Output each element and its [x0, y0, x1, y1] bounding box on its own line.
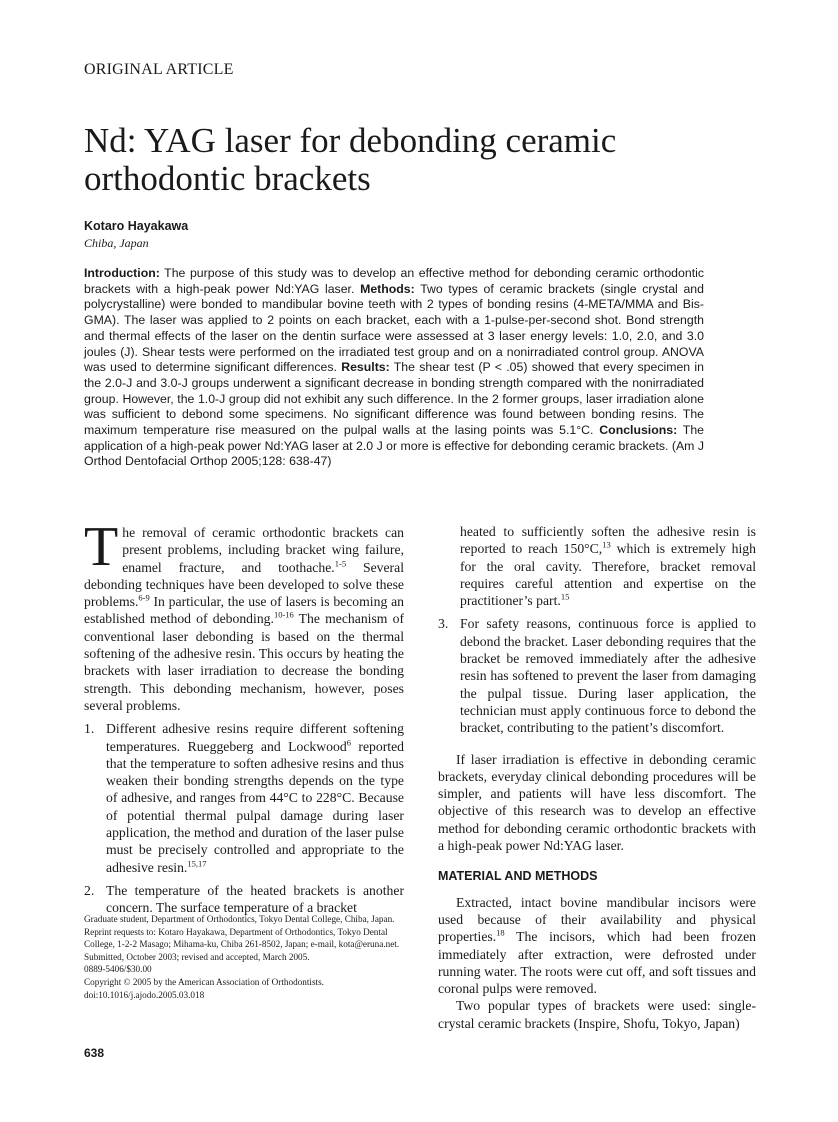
citation[interactable]: 18 [496, 927, 505, 938]
body-column-left [84, 516, 404, 917]
intro-text-a: he removal of ceramic orthodontic brackets can present problems, including bracket wing failure, enamel fracture, and toothache. [122, 525, 404, 575]
citation[interactable]: 13 [602, 539, 611, 550]
abstract-methods-label: Methods: [360, 281, 415, 296]
problem-list-continued [438, 615, 756, 736]
footnote: Graduate student, Department of Orthodontics, Tokyo Dental College, Chiba, Japan. [84, 914, 395, 924]
footnote: Copyright © 2005 by the American Association of Orthodontists. [84, 976, 324, 987]
citation[interactable]: 15 [560, 591, 570, 602]
list-item-continued [438, 523, 756, 609]
list-number: 2. [84, 882, 95, 898]
methods-paragraph-2: Two popular types of brackets were used: single-crystal ceramic brackets (Inspire, Shofu, Tokyo, Japan) [438, 998, 756, 1031]
citation[interactable]: 6-9 [138, 592, 150, 603]
citation[interactable]: 6 [346, 737, 351, 747]
list-text: Different adhesive resins require different softening temperatures. Rueggeberg and Lockwood [106, 721, 404, 754]
section-label: ORIGINAL ARTICLE [84, 61, 234, 78]
list-text: reported that the temperature to soften adhesive resins and thus weaken their bonding strengths depends on the type of adhesive, and ranges from 44°C to 228°C. Because of potential thermal pulpal damage during laser application, the method and duration of the laser pulse must be precisely controlled and appropriate to the adhesive resin. [106, 738, 404, 875]
abstract-methods-text: Two types of ceramic brackets (single crystal and polycrystalline) were bonded to mandibular bovine teeth with 2 types of bonding resins (4-META/MMA and Bis-GMA). The laser was applied to 2 points on each bracket, each with a 1-pulse-per-second shot. Bond strength and thermal effects of the laser on the dentin surface were assessed at 3 laser energy levels: 1.0, 2.0, and 3.0 joules (J). Shear tests were performed on the irradiated test group and on a nonirradiated control group. ANOVA was used to determine significant differences. [84, 281, 704, 375]
abstract-results-text: The shear test (P < .05) showed that every specimen in the 2.0-J and 3.0-J groups underwent a significant decrease in bonding strength compared with the nonirradiated group. However, the 1.0-J group did not exhibit any such difference. In the 2 former groups, laser irradiation alone was sufficient to debond some specimens. No significant difference was found between bonding resins. The maximum temperature rise measured on the pulpal walls at the lasing points was 5.1°C. [84, 360, 704, 438]
abstract-intro-label: Introduction: [84, 266, 160, 280]
citation[interactable]: 10-16 [273, 609, 294, 620]
footnote: doi:10.1016/j.ajodo.2005.03.018 [84, 989, 205, 1000]
list-text: For safety reasons, continuous force is applied to debond the bracket. Laser debonding requires that the bracket be removed immediately after the adhesive resin has softened to prevent the laser from damaging the pulpal tissue. During laser application, the technician must apply continuous force to debond the bracket, contributing to the patient’s discomfort. [460, 616, 756, 736]
abstract-conclusions-label: Conclusions: [599, 423, 678, 438]
author-affiliation: Chiba, Japan [84, 236, 149, 250]
abstract-conclusions-text: The application of a high-peak power Nd:YAG laser at 2.0 J or more is effective for debonding ceramic brackets. (Am J Orthod Dentofacial Orthop 2005;128: 638-47) [84, 423, 704, 469]
author-name: Kotaro Hayakawa [84, 219, 189, 233]
abstract-results-label: Results: [341, 360, 390, 375]
list-number: 1. [84, 721, 95, 737]
citation[interactable]: 15,17 [187, 858, 207, 869]
section-heading-methods: MATERIAL AND METHODS [438, 869, 598, 884]
intro-paragraph [84, 516, 404, 714]
intro-text-d: The mechanism of conventional laser debonding is based on the thermal softening of the adhesive resin. This occurs by heating the brackets with laser irradiation to decrease the bonding strength. This debonding mechanism, however, poses several problems. [84, 611, 404, 713]
abstract-intro-text: The purpose of this study was to develop an effective method for debonding ceramic orthodontic brackets with a high-peak power Nd:YAG laser. [84, 266, 704, 296]
list-item [438, 615, 756, 736]
footnote: Submitted, October 2003; revised and accepted, March 2005. [84, 951, 310, 962]
intro-text-c: In particular, the use of lasers is becoming an established method of debonding. [84, 594, 404, 627]
problem-list [84, 720, 404, 916]
abstract [84, 266, 704, 470]
list-number: 3. [438, 616, 449, 632]
footnote: 0889-5406/$30.00 [84, 964, 152, 975]
footnote: Reprint requests to: Kotaro Hayakawa, Department of Orthodontics, Tokyo Dental College, 1-2-2 Masago; Mihama-ku, Chiba 261-8502, Japan; e-mail, kota@eruna.net. [84, 926, 400, 950]
drop-cap: T [84, 516, 119, 578]
list-text: which is extremely high for the oral cavity. Therefore, bracket removal requires careful attention and expertise on the practitioner’s part. [460, 541, 756, 609]
list-item [84, 720, 404, 876]
article-title: Nd: YAG laser for debonding ceramic orthodontic brackets [84, 121, 617, 198]
footnotes [84, 913, 406, 1001]
citation[interactable]: 1-5 [334, 558, 347, 569]
page-number: 638 [84, 1046, 105, 1060]
intro-text-b: Several debonding techniques have been developed to solve these problems. [84, 559, 404, 610]
objective-paragraph: If laser irradiation is effective in debonding ceramic brackets, everyday clinical debonding procedures will be simpler, and patients will have less discomfort. The objective of this research was to develop an effective method for debonding ceramic orthodontic brackets with a high-peak power Nd:YAG laser. [438, 751, 756, 854]
list-text: The temperature of the heated brackets is another concern. The surface temperature of a bracket [106, 882, 404, 916]
methods-text-a: Extracted, intact bovine mandibular incisors were used because of their availability and physical properties. [438, 894, 756, 945]
list-text: heated to sufficiently soften the adhesive resin is reported to reach 150°C, [460, 524, 756, 557]
body-column-right [438, 524, 756, 1032]
methods-text-b: The incisors, which had been frozen immediately after extraction, were defrosted under running water. The roots were cut off, and soft tissues and coronal pulps were removed. [438, 929, 756, 997]
methods-paragraph [438, 894, 756, 998]
list-item [84, 882, 404, 917]
